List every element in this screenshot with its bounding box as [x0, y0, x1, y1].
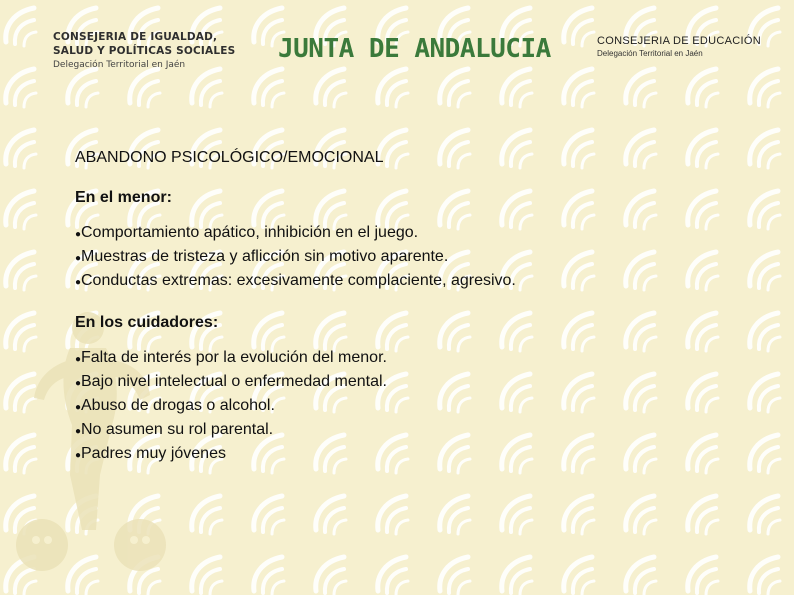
list-item-text: No asumen su rol parental.: [81, 421, 274, 438]
list-item-text: Muestras de tristeza y aflicción sin motivo aparente.: [81, 248, 449, 265]
bullet-icon: ●: [75, 402, 82, 413]
list-item: [75, 395, 516, 419]
bullet-icon: ●: [75, 253, 82, 264]
bullet-icon: ●: [75, 229, 82, 240]
section-heading-cuidadores: En los cuidadores:: [75, 314, 219, 331]
list-item: [75, 419, 516, 443]
header-right-block: [597, 34, 761, 60]
bullet-icon: ●: [75, 378, 82, 389]
bullet-icon: ●: [75, 426, 82, 437]
header-right-line1: CONSEJERIA DE EDUCACIÓN: [597, 35, 761, 47]
list-item: [75, 371, 516, 395]
header-left-line3: Delegación Territorial en Jaén: [53, 60, 186, 70]
list-item-text: Bajo nivel intelectual o enfermedad mental.: [81, 373, 387, 390]
list-item: [75, 246, 516, 270]
list-item-text: Conductas extremas: excesivamente complaciente, agresivo.: [81, 272, 516, 289]
junta-de-andalucia-logo: JUNTA DE ANDALUCIA: [278, 34, 551, 64]
list-item-text: Abuso de drogas o alcohol.: [81, 397, 275, 414]
list-item-text: Comportamiento apático, inhibición en el juego.: [81, 224, 419, 241]
header-right-line2: Delegación Territorial en Jaén: [597, 49, 703, 58]
slide-content: [75, 147, 516, 467]
list-item: [75, 270, 516, 294]
list-item: [75, 443, 516, 467]
slide-title: ABANDONO PSICOLÓGICO/EMOCIONAL: [75, 149, 384, 166]
list-item-text: Padres muy jóvenes: [81, 445, 226, 462]
section-heading-menor: En el menor:: [75, 189, 172, 206]
list-item-text: Falta de interés por la evolución del menor.: [81, 349, 387, 366]
header-left-line2: SALUD Y POLÍTICAS SOCIALES: [53, 45, 236, 57]
list-menor: [75, 222, 516, 294]
header-left-block: [53, 30, 235, 72]
bullet-icon: ●: [75, 354, 82, 365]
bullet-icon: ●: [75, 450, 82, 461]
list-item: [75, 222, 516, 246]
list-item: [75, 347, 516, 371]
list-cuidadores: [75, 347, 516, 467]
bullet-icon: ●: [75, 277, 82, 288]
header-left-line1: CONSEJERIA DE IGUALDAD,: [53, 31, 218, 43]
